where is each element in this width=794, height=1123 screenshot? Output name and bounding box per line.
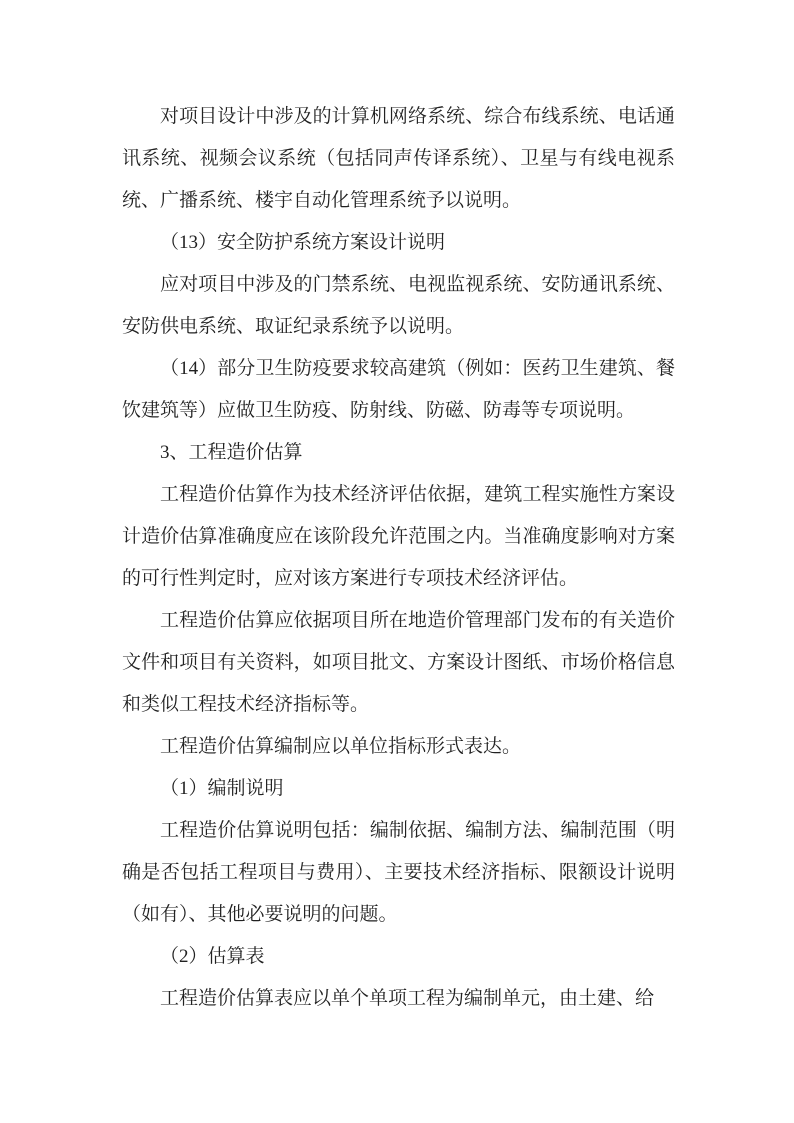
paragraph-security-systems: 应对项目中涉及的门禁系统、电视监视系统、安防通讯系统、安防供电系统、取证纪录系统予以说明。 — [122, 274, 675, 337]
paragraph-item-2-heading: （2）估算表 — [160, 946, 265, 967]
paragraph-systems-description: 对项目设计中涉及的计算机网络系统、综合布线系统、电话通讯系统、视频会议系统（包括同声传译系统）、卫星与有线电视系统、广播系统、楼宇自动化管理系统予以说明。 — [122, 106, 675, 211]
paragraph-item-1-heading: （1）编制说明 — [160, 778, 284, 799]
document-body — [122, 96, 675, 1020]
paragraph-cost-estimate-basis: 工程造价估算作为技术经济评估依据，建筑工程实施性方案设计造价估算准确度应在该阶段允许范围之内。当准确度影响对方案的可行性判定时，应对该方案进行专项技术经济评估。 — [122, 484, 675, 589]
paragraph-compilation-notes: 工程造价估算说明包括：编制依据、编制方法、编制范围（明确是否包括工程项目与费用）、主要技术经济指标、限额设计说明（如有）、其他必要说明的问题。 — [122, 820, 675, 925]
paragraph-cost-estimate-sources: 工程造价估算应依据项目所在地造价管理部门发布的有关造价文件和项目有关资料，如项目批文、方案设计图纸、市场价格信息和类似工程技术经济指标等。 — [122, 610, 675, 715]
paragraph-item-14-sanitation: （14）部分卫生防疫要求较高建筑（例如：医药卫生建筑、餐饮建筑等）应做卫生防疫、防射线、防磁、防毒等专项说明。 — [122, 358, 675, 421]
paragraph-unit-indicator: 工程造价估算编制应以单位指标形式表达。 — [160, 736, 522, 757]
paragraph-estimate-table: 工程造价估算表应以单个单项工程为编制单元，由土建、给 — [160, 988, 655, 1009]
heading-cost-estimate: 3、工程造价估算 — [160, 442, 303, 463]
paragraph-item-13-heading: （13）安全防护系统方案设计说明 — [160, 232, 446, 253]
